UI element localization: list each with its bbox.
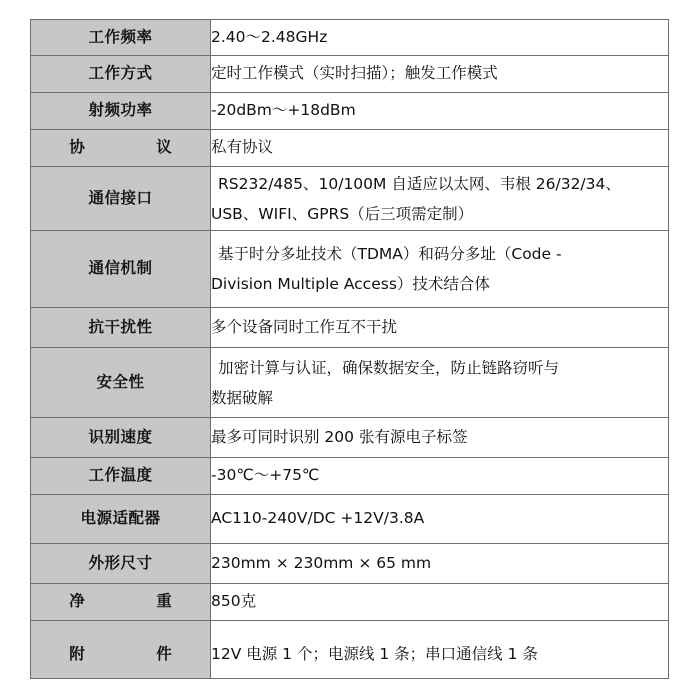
- row-key-text: 附 件: [69, 644, 200, 663]
- row-key: 电源适配器: [31, 495, 211, 544]
- row-value: AC110-240V/DC +12V/3.8A: [211, 495, 669, 544]
- row-value-line: 加密计算与认证，确保数据安全，防止链路窃听与: [218, 358, 560, 377]
- row-key: 射频功率: [31, 93, 211, 130]
- row-value: 私有协议: [211, 130, 669, 167]
- row-key: 通信机制: [31, 231, 211, 308]
- row-key: 外形尺寸: [31, 544, 211, 584]
- row-key: 安全性: [31, 348, 211, 418]
- table-row: [31, 308, 669, 348]
- row-value-line: RS232/485、10/100M 自适应以太网、韦根 26/32/34、: [218, 174, 621, 193]
- table-row: [31, 130, 669, 167]
- row-key: 工作方式: [31, 56, 211, 93]
- row-value-line: USB、WIFI、GPRS（后三项需定制）: [211, 204, 474, 223]
- row-value-line: Division Multiple Access）技术结合体: [211, 275, 490, 293]
- row-key: 识别速度: [31, 418, 211, 458]
- row-key-text: 净 重: [69, 592, 200, 611]
- row-key-text: 协 议: [69, 138, 200, 157]
- row-value: 850克: [211, 584, 669, 621]
- table-row: [31, 348, 669, 418]
- row-key: [31, 621, 211, 679]
- row-key: 工作温度: [31, 458, 211, 495]
- table-row: [31, 621, 669, 679]
- row-value: -20dBm～+18dBm: [211, 93, 669, 130]
- row-value: 12V 电源 1 个；电源线 1 条；串口通信线 1 条: [211, 621, 669, 679]
- row-value: -30℃～+75℃: [211, 458, 669, 495]
- table-row: [31, 93, 669, 130]
- table-row: [31, 20, 669, 56]
- row-value: 定时工作模式（实时扫描）；触发工作模式: [211, 56, 669, 93]
- row-value-line: 基于时分多址技术（TDMA）和码分多址（Code -: [218, 245, 562, 263]
- row-value: [211, 167, 669, 231]
- table-row: [31, 418, 669, 458]
- table-row: [31, 584, 669, 621]
- row-key: 工作频率: [31, 20, 211, 56]
- table-row: [31, 167, 669, 231]
- row-value: 230mm × 230mm × 65 mm: [211, 544, 669, 584]
- row-value-line: 数据破解: [211, 388, 274, 407]
- table-row: [31, 231, 669, 308]
- table-row: [31, 56, 669, 93]
- row-value: [211, 231, 669, 308]
- row-key: 通信接口: [31, 167, 211, 231]
- table-row: [31, 458, 669, 495]
- row-value: 最多可同时识别 200 张有源电子标签: [211, 418, 669, 458]
- spec-table: [30, 19, 669, 679]
- row-key: 抗干扰性: [31, 308, 211, 348]
- table-row: [31, 544, 669, 584]
- row-key: [31, 130, 211, 167]
- row-value: 多个设备同时工作互不干扰: [211, 308, 669, 348]
- table-row: [31, 495, 669, 544]
- row-value: [211, 348, 669, 418]
- row-key: [31, 584, 211, 621]
- row-value: 2.40～2.48GHz: [211, 20, 669, 56]
